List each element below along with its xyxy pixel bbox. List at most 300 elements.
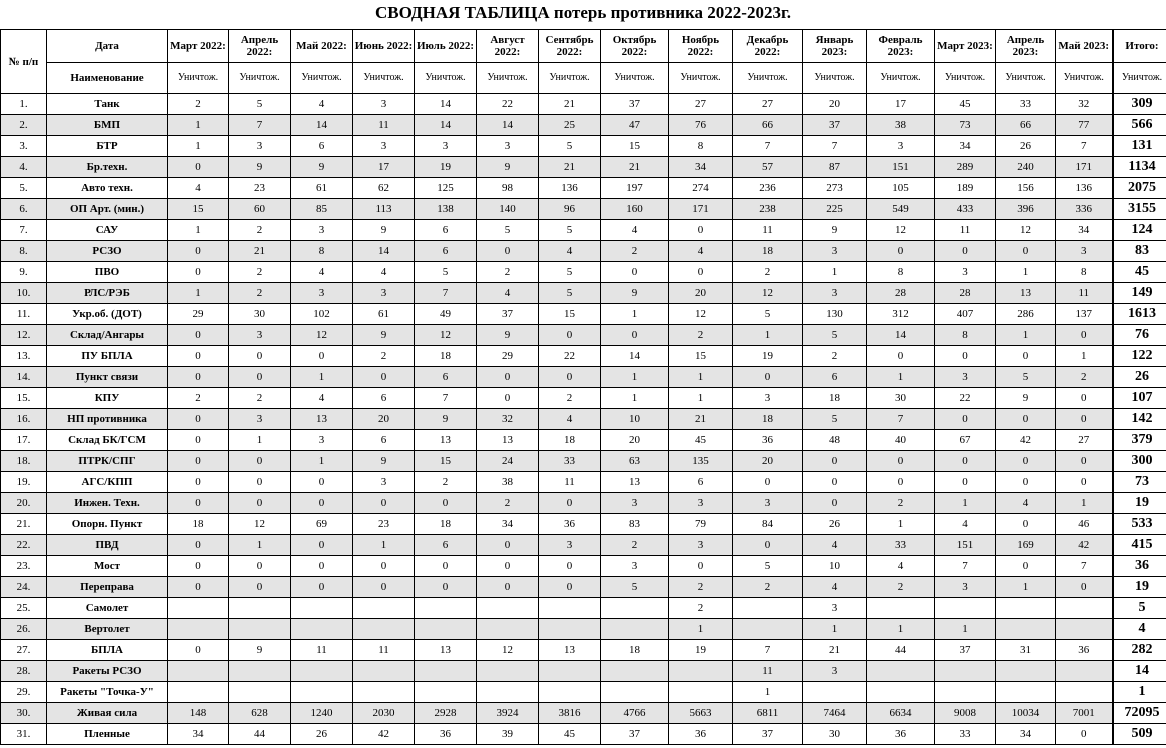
row-value: 0 (168, 367, 229, 388)
row-value: 1 (996, 577, 1056, 598)
row-value: 1 (229, 535, 291, 556)
row-value: 2 (477, 262, 539, 283)
row-value: 12 (415, 325, 477, 346)
table-row (1, 598, 1166, 619)
row-value: 0 (867, 472, 935, 493)
row-name: Живая сила (47, 703, 168, 724)
row-total: 122 (1113, 346, 1166, 367)
row-number: 8. (1, 241, 47, 262)
row-total: 4 (1113, 619, 1166, 640)
row-value: 36 (1056, 640, 1113, 661)
row-value: 18 (601, 640, 669, 661)
row-value: 0 (229, 367, 291, 388)
table-row (1, 724, 1166, 745)
row-value: 9 (229, 157, 291, 178)
row-value: 3 (669, 493, 733, 514)
header-sub-label: Уничтож. (935, 63, 996, 94)
row-value: 0 (669, 556, 733, 577)
row-value (229, 598, 291, 619)
row-value: 0 (733, 535, 803, 556)
row-value: 0 (1056, 388, 1113, 409)
row-name: Авто техн. (47, 178, 168, 199)
row-value: 0 (935, 241, 996, 262)
row-value: 1 (601, 304, 669, 325)
row-value: 5 (415, 262, 477, 283)
row-value: 6 (353, 430, 415, 451)
header-month: Апрель 2023: (996, 30, 1056, 63)
row-value (867, 682, 935, 703)
row-value: 5 (803, 409, 867, 430)
row-value: 3 (229, 325, 291, 346)
row-value: 32 (1056, 94, 1113, 115)
row-value: 2 (867, 493, 935, 514)
row-value: 7 (415, 388, 477, 409)
row-value: 48 (803, 430, 867, 451)
row-value: 36 (539, 514, 601, 535)
row-value (168, 619, 229, 640)
header-month: Март 2022: (168, 30, 229, 63)
header-npp: № п/п (1, 30, 47, 94)
row-value: 18 (733, 409, 803, 430)
row-value: 1 (291, 367, 353, 388)
row-value (539, 598, 601, 619)
row-value: 4 (477, 283, 539, 304)
row-value: 628 (229, 703, 291, 724)
row-value: 4 (291, 388, 353, 409)
table-row (1, 241, 1166, 262)
row-value: 85 (291, 199, 353, 220)
row-number: 14. (1, 367, 47, 388)
row-number: 25. (1, 598, 47, 619)
row-value (415, 598, 477, 619)
row-total: 379 (1113, 430, 1166, 451)
row-value: 8 (291, 241, 353, 262)
row-value: 14 (415, 94, 477, 115)
row-value: 9 (291, 157, 353, 178)
row-value: 396 (996, 199, 1056, 220)
row-total: 1613 (1113, 304, 1166, 325)
row-value: 33 (996, 94, 1056, 115)
row-number: 12. (1, 325, 47, 346)
row-value: 3 (803, 661, 867, 682)
row-value: 0 (229, 472, 291, 493)
row-number: 15. (1, 388, 47, 409)
row-value: 1 (935, 493, 996, 514)
row-value: 37 (803, 115, 867, 136)
header-sub-label: Уничтож. (601, 63, 669, 94)
row-value: 0 (291, 556, 353, 577)
row-value: 0 (669, 262, 733, 283)
row-name: Пункт связи (47, 367, 168, 388)
table-row (1, 451, 1166, 472)
row-value: 0 (601, 262, 669, 283)
row-value: 34 (477, 514, 539, 535)
row-value: 0 (291, 472, 353, 493)
row-value: 11 (1056, 283, 1113, 304)
row-value: 2 (539, 388, 601, 409)
row-value: 0 (477, 388, 539, 409)
row-value: 3 (1056, 241, 1113, 262)
row-value: 9 (601, 283, 669, 304)
row-value: 3 (539, 535, 601, 556)
row-value: 1 (733, 325, 803, 346)
row-value: 1 (353, 535, 415, 556)
row-value: 3816 (539, 703, 601, 724)
row-value: 44 (229, 724, 291, 745)
row-value: 87 (803, 157, 867, 178)
table-row (1, 283, 1166, 304)
row-value: 0 (477, 577, 539, 598)
row-value (996, 598, 1056, 619)
row-value: 18 (168, 514, 229, 535)
row-value: 40 (867, 430, 935, 451)
row-value: 0 (168, 430, 229, 451)
row-value (601, 598, 669, 619)
row-value: 28 (867, 283, 935, 304)
row-value: 289 (935, 157, 996, 178)
row-name: ПВО (47, 262, 168, 283)
row-value: 13 (601, 472, 669, 493)
header-month: Ноябрь 2022: (669, 30, 733, 63)
row-total: 72095 (1113, 703, 1166, 724)
row-name: Вертолет (47, 619, 168, 640)
row-value: 18 (539, 430, 601, 451)
header-total: Итого: (1113, 30, 1166, 63)
row-value (601, 619, 669, 640)
header-month: Апрель 2022: (229, 30, 291, 63)
row-value: 44 (867, 640, 935, 661)
row-value (353, 682, 415, 703)
row-value: 0 (1056, 577, 1113, 598)
row-number: 16. (1, 409, 47, 430)
row-value: 66 (733, 115, 803, 136)
row-number: 11. (1, 304, 47, 325)
row-value: 2 (168, 94, 229, 115)
row-value: 5 (539, 262, 601, 283)
row-value: 0 (803, 493, 867, 514)
row-value: 11 (353, 115, 415, 136)
row-value: 17 (353, 157, 415, 178)
row-value: 63 (601, 451, 669, 472)
table-row (1, 178, 1166, 199)
row-value (415, 661, 477, 682)
table-row (1, 493, 1166, 514)
row-value: 0 (415, 556, 477, 577)
row-value: 9 (477, 325, 539, 346)
row-total: 509 (1113, 724, 1166, 745)
row-value: 8 (669, 136, 733, 157)
table-row (1, 640, 1166, 661)
row-value: 42 (1056, 535, 1113, 556)
row-name: Пленные (47, 724, 168, 745)
row-value: 1 (168, 115, 229, 136)
row-value: 9 (477, 157, 539, 178)
row-value: 3 (353, 136, 415, 157)
row-value: 2 (229, 388, 291, 409)
header-sub-label: Уничтож. (733, 63, 803, 94)
row-value: 22 (935, 388, 996, 409)
row-value: 18 (415, 346, 477, 367)
row-value: 38 (867, 115, 935, 136)
row-total: 83 (1113, 241, 1166, 262)
row-value: 130 (803, 304, 867, 325)
table-row (1, 556, 1166, 577)
row-value: 3 (229, 136, 291, 157)
row-value: 96 (539, 199, 601, 220)
row-value: 7464 (803, 703, 867, 724)
header-month: Май 2023: (1056, 30, 1113, 63)
row-value (1056, 619, 1113, 640)
row-value: 83 (601, 514, 669, 535)
row-value: 3 (669, 535, 733, 556)
row-value: 105 (867, 178, 935, 199)
row-value: 0 (1056, 409, 1113, 430)
row-value: 45 (935, 94, 996, 115)
row-value: 7 (415, 283, 477, 304)
row-name: Опорн. Пункт (47, 514, 168, 535)
row-value: 28 (935, 283, 996, 304)
row-value: 2 (477, 493, 539, 514)
row-value: 37 (477, 304, 539, 325)
row-value: 0 (477, 556, 539, 577)
row-total: 14 (1113, 661, 1166, 682)
row-value: 4 (669, 241, 733, 262)
row-value: 225 (803, 199, 867, 220)
row-value: 5 (539, 283, 601, 304)
row-value: 4 (539, 241, 601, 262)
row-value (539, 619, 601, 640)
row-value: 33 (867, 535, 935, 556)
row-number: 27. (1, 640, 47, 661)
row-value: 26 (803, 514, 867, 535)
row-value: 7 (229, 115, 291, 136)
row-number: 22. (1, 535, 47, 556)
row-value: 61 (353, 304, 415, 325)
row-value: 102 (291, 304, 353, 325)
row-value: 1240 (291, 703, 353, 724)
row-value: 5663 (669, 703, 733, 724)
row-value: 3 (291, 430, 353, 451)
row-value (935, 682, 996, 703)
row-value: 3 (477, 136, 539, 157)
header-sub-label: Уничтож. (867, 63, 935, 94)
row-value: 1 (601, 388, 669, 409)
row-value: 5 (803, 325, 867, 346)
row-value: 5 (733, 304, 803, 325)
row-value: 1 (168, 220, 229, 241)
row-value: 46 (1056, 514, 1113, 535)
header-sub-label: Уничтож. (803, 63, 867, 94)
row-value: 22 (539, 346, 601, 367)
row-value: 3 (733, 388, 803, 409)
row-value: 2 (229, 283, 291, 304)
row-value: 18 (415, 514, 477, 535)
row-value (996, 682, 1056, 703)
row-value: 9 (353, 451, 415, 472)
row-value (733, 598, 803, 619)
row-value (935, 598, 996, 619)
row-value: 148 (168, 703, 229, 724)
row-value: 171 (669, 199, 733, 220)
row-value: 4 (601, 220, 669, 241)
row-name: БПЛА (47, 640, 168, 661)
row-value: 171 (1056, 157, 1113, 178)
row-value: 6811 (733, 703, 803, 724)
row-value: 29 (168, 304, 229, 325)
row-number: 23. (1, 556, 47, 577)
table-row (1, 199, 1166, 220)
row-total: 309 (1113, 94, 1166, 115)
row-value: 2 (867, 577, 935, 598)
row-value (477, 619, 539, 640)
header-sub-label: Уничтож. (168, 63, 229, 94)
row-value: 0 (996, 514, 1056, 535)
table-row (1, 514, 1166, 535)
row-value: 0 (539, 325, 601, 346)
row-total: 73 (1113, 472, 1166, 493)
row-value: 5 (996, 367, 1056, 388)
row-value: 0 (867, 241, 935, 262)
row-value: 12 (867, 220, 935, 241)
row-total: 415 (1113, 535, 1166, 556)
row-total: 131 (1113, 136, 1166, 157)
row-value: 15 (601, 136, 669, 157)
row-value (229, 682, 291, 703)
row-value: 23 (229, 178, 291, 199)
row-value: 1 (669, 367, 733, 388)
row-name: Укр.об. (ДОТ) (47, 304, 168, 325)
row-value (168, 598, 229, 619)
row-value: 21 (803, 640, 867, 661)
row-value: 2 (415, 472, 477, 493)
row-value: 98 (477, 178, 539, 199)
row-number: 28. (1, 661, 47, 682)
row-value: 407 (935, 304, 996, 325)
row-total: 2075 (1113, 178, 1166, 199)
row-value: 3924 (477, 703, 539, 724)
row-value: 0 (935, 472, 996, 493)
row-value: 1 (867, 514, 935, 535)
row-value: 312 (867, 304, 935, 325)
row-value: 0 (539, 367, 601, 388)
row-value: 12 (733, 283, 803, 304)
row-value (353, 661, 415, 682)
header-month: Февраль 2023: (867, 30, 935, 63)
row-value: 0 (477, 241, 539, 262)
row-value: 189 (935, 178, 996, 199)
row-value: 125 (415, 178, 477, 199)
table-row (1, 115, 1166, 136)
row-value (539, 661, 601, 682)
row-value: 2 (601, 535, 669, 556)
row-value: 7 (867, 409, 935, 430)
row-name: ПТРК/СПГ (47, 451, 168, 472)
table-row (1, 577, 1166, 598)
row-value: 37 (601, 724, 669, 745)
row-value: 3 (935, 577, 996, 598)
row-number: 10. (1, 283, 47, 304)
row-value (1056, 682, 1113, 703)
header-sub-label: Уничтож. (669, 63, 733, 94)
row-value: 14 (415, 115, 477, 136)
row-value: 13 (291, 409, 353, 430)
row-value: 2 (1056, 367, 1113, 388)
row-value: 0 (168, 640, 229, 661)
row-value: 151 (867, 157, 935, 178)
row-value (601, 661, 669, 682)
row-value (353, 598, 415, 619)
row-value: 6 (415, 535, 477, 556)
row-value: 15 (539, 304, 601, 325)
row-value: 2 (669, 598, 733, 619)
row-value: 26 (291, 724, 353, 745)
row-name: Самолет (47, 598, 168, 619)
row-value: 5 (733, 556, 803, 577)
row-value: 0 (415, 577, 477, 598)
row-value: 66 (996, 115, 1056, 136)
row-value: 4 (803, 577, 867, 598)
row-value: 13 (539, 640, 601, 661)
row-value: 4 (168, 178, 229, 199)
row-value: 0 (1056, 472, 1113, 493)
row-number: 21. (1, 514, 47, 535)
row-value (733, 619, 803, 640)
row-value: 37 (733, 724, 803, 745)
row-value: 20 (601, 430, 669, 451)
table-row (1, 388, 1166, 409)
table-row (1, 262, 1166, 283)
row-value: 0 (229, 556, 291, 577)
table-row (1, 703, 1166, 724)
row-value: 24 (477, 451, 539, 472)
header-sub-label: Уничтож. (353, 63, 415, 94)
row-number: 20. (1, 493, 47, 514)
row-value: 33 (935, 724, 996, 745)
row-value: 286 (996, 304, 1056, 325)
row-value: 21 (601, 157, 669, 178)
row-value (1056, 661, 1113, 682)
losses-summary-table (0, 29, 1166, 745)
row-value: 1 (601, 367, 669, 388)
header-sub-label: Уничтож. (415, 63, 477, 94)
row-value (867, 661, 935, 682)
row-number: 13. (1, 346, 47, 367)
table-row (1, 325, 1166, 346)
row-value: 7 (1056, 136, 1113, 157)
row-value: 69 (291, 514, 353, 535)
row-value: 0 (291, 535, 353, 556)
header-name: Наименование (47, 63, 168, 94)
row-value (935, 661, 996, 682)
row-name: ПВД (47, 535, 168, 556)
row-value: 1 (803, 619, 867, 640)
row-value: 12 (996, 220, 1056, 241)
row-value: 12 (229, 514, 291, 535)
row-value: 238 (733, 199, 803, 220)
row-value: 27 (669, 94, 733, 115)
row-value: 0 (996, 346, 1056, 367)
row-value: 0 (168, 241, 229, 262)
header-sub-label: Уничтож. (996, 63, 1056, 94)
row-value: 9 (353, 220, 415, 241)
row-value: 0 (935, 409, 996, 430)
row-total: 124 (1113, 220, 1166, 241)
row-value: 2 (803, 346, 867, 367)
row-value: 10 (803, 556, 867, 577)
row-value: 79 (669, 514, 733, 535)
row-value: 27 (1056, 430, 1113, 451)
row-value: 6 (415, 220, 477, 241)
